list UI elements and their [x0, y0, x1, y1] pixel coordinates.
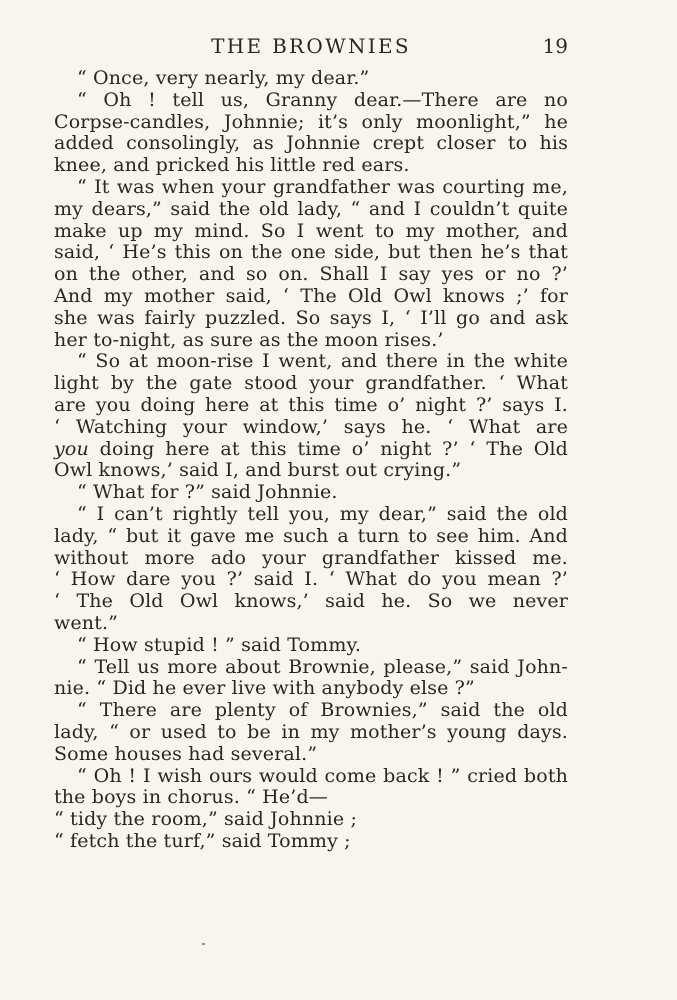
text-line: Owl knows,’ said I, and burst out crying.”	[54, 459, 462, 482]
text-line: went.”	[54, 611, 119, 634]
text-line: lady, “ but it gave me such a turn to see him. And	[54, 524, 568, 547]
text-line: light by the gate stood your grandfather. ‘ What	[54, 372, 568, 395]
text-line: And my mother said, ‘ The Old Owl knows ;’ for	[54, 284, 568, 307]
text-line: “ Once, very nearly, my dear.”	[77, 67, 370, 89]
text-line: “ tidy the room,” said Johnnie ;	[54, 808, 358, 831]
text-line: without more ado your grandfather kissed me.	[54, 546, 568, 569]
text-line: added consolingly, as Johnnie crept closer to his	[54, 132, 568, 155]
text-line: knee, and pricked his little red ears.	[54, 154, 410, 177]
text-line: on the other, and so on. Shall I say yes or no ?’	[54, 263, 568, 286]
text-line: “ Tell us more about Brownie, please,” said John-	[77, 655, 568, 678]
text-line: said, ‘ He’s this on the one side, but then he’s that	[54, 241, 568, 264]
text-line-with-italic	[54, 439, 568, 461]
text-line: my dears,” said the old lady, “ and I couldn’t quite	[54, 197, 568, 220]
text-line: the boys in chorus. “ He’d—	[54, 786, 328, 809]
text-line: Corpse-candles, Johnnie; it’s only moonlight,” he	[54, 110, 568, 133]
body-text	[54, 68, 568, 853]
text-line: ‘ How dare you ?’ said I. ‘ What do you mean ?’	[54, 568, 568, 591]
text-line: “ Oh ! tell us, Granny dear.—There are no	[77, 88, 568, 111]
text-line: make up my mind. So I went to my mother, and	[54, 219, 568, 242]
italic-word: you	[54, 437, 89, 460]
ink-speck	[202, 943, 205, 945]
page-number: 19	[542, 34, 568, 58]
text-line: “ fetch the turf,” said Tommy ;	[54, 829, 351, 852]
text-line: nie. “ Did he ever live with anybody else ?”	[54, 677, 475, 700]
text-line: “ What for ?” said Johnnie.	[77, 481, 338, 504]
text-line: “ There are plenty of Brownies,” said the old	[77, 699, 568, 722]
text-line: she was fairly puzzled. So says I, ‘ I’ll go and ask	[54, 306, 568, 329]
text-line: “ How stupid ! ” said Tommy.	[77, 633, 362, 656]
text-line: her to-night, as sure as the moon rises.’	[54, 328, 444, 351]
text-line: Some houses had several.”	[54, 742, 318, 765]
text-line: lady, “ or used to be in my mother’s young days.	[54, 720, 568, 743]
text-line-rest: doing here at this time o’ night ?’ ‘ The Old	[88, 437, 568, 460]
text-line: ‘ The Old Owl knows,’ said he. So we never	[54, 590, 568, 613]
text-line: “ It was when your grandfather was courting me,	[77, 175, 568, 198]
text-line: “ So at moon-rise I went, and there in the white	[77, 350, 568, 373]
text-line: “ Oh ! I wish ours would come back ! ” cried both	[77, 764, 568, 787]
running-head	[54, 33, 568, 59]
text-line: “ I can’t rightly tell you, my dear,” said the old	[77, 502, 568, 525]
text-line: are you doing here at this time o’ night ?’ says I.	[54, 393, 568, 416]
text-line: ‘ Watching your window,’ says he. ‘ What are	[54, 415, 568, 438]
running-title: THE BROWNIES	[211, 34, 411, 58]
